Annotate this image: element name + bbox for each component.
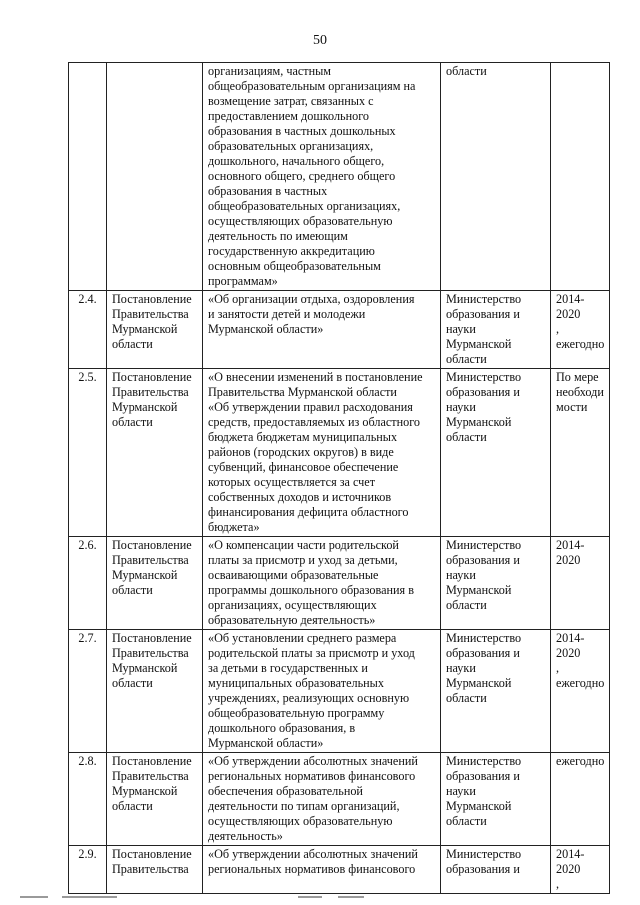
implementation-term: 2014-2020 , ежегодно xyxy=(551,630,610,753)
document-type: Постановление Правительства Мурманской области xyxy=(107,291,203,369)
responsible-executor: Министерство образования и xyxy=(441,846,551,894)
document-title: организациям, частным общеобразовательным организациям на возмещение затрат, связанных с предоставлением дошкольного образования в частных дошкольных образовательных организациях, дошкольного, начального общего, основного общего, среднего общего образования в частных общеобразовательных организациях, осуществляющих образовательную деятельность по имеющим государственную аккредитацию основным общеобразовательным программам» xyxy=(203,63,441,291)
responsible-executor: области xyxy=(441,63,551,291)
row-number: 2.8. xyxy=(69,753,107,846)
row-number xyxy=(69,63,107,291)
row-number: 2.4. xyxy=(69,291,107,369)
scan-mark xyxy=(62,896,117,898)
implementation-term: 2014-2020 , ежегодно xyxy=(551,291,610,369)
document-type: Постановление Правительства Мурманской области xyxy=(107,537,203,630)
responsible-executor: Министерство образования и науки Мурманской области xyxy=(441,537,551,630)
responsible-executor: Министерство образования и науки Мурманской области xyxy=(441,753,551,846)
table-row xyxy=(69,291,610,369)
document-type: Постановление Правительства Мурманской области xyxy=(107,630,203,753)
responsible-executor: Министерство образования и науки Мурманской области xyxy=(441,369,551,537)
document-title: «О компенсации части родительской платы за присмотр и уход за детьми, осваивающими образовательные программы дошкольного образования в организациях, осуществляющих образовательную деятельность» xyxy=(203,537,441,630)
document-type: Постановление Правительства xyxy=(107,846,203,894)
document-title: «Об организации отдыха, оздоровления и занятости детей и молодежи Мурманской области» xyxy=(203,291,441,369)
measures-table xyxy=(68,62,610,894)
implementation-term: ежегодно xyxy=(551,753,610,846)
table-row xyxy=(69,630,610,753)
implementation-term: 2014-2020 xyxy=(551,537,610,630)
document-title: «Об установлении среднего размера родительской платы за присмотр и уход за детьми в государственных и муниципальных образовательных учреждениях, реализующих основную общеобразовательную программу дошкольного образования, в Мурманской области» xyxy=(203,630,441,753)
responsible-executor: Министерство образования и науки Мурманской области xyxy=(441,291,551,369)
table-row xyxy=(69,369,610,537)
table-row xyxy=(69,537,610,630)
document-type xyxy=(107,63,203,291)
implementation-term xyxy=(551,63,610,291)
row-number: 2.9. xyxy=(69,846,107,894)
scan-mark xyxy=(298,896,322,898)
scan-mark xyxy=(20,896,48,898)
row-number: 2.7. xyxy=(69,630,107,753)
scan-mark xyxy=(338,896,364,898)
scan-footer-marks xyxy=(0,896,640,900)
implementation-term: 2014-2020 , xyxy=(551,846,610,894)
page-number: 50 xyxy=(313,33,327,48)
row-number: 2.6. xyxy=(69,537,107,630)
document-title: «Об утверждении абсолютных значений региональных нормативов финансового обеспечения образовательной деятельности по типам организаций, осуществляющих образовательную деятельность» xyxy=(203,753,441,846)
responsible-executor: Министерство образования и науки Мурманской области xyxy=(441,630,551,753)
implementation-term: По мере необходи мости xyxy=(551,369,610,537)
table-row xyxy=(69,63,610,291)
document-title: «О внесении изменений в постановление Правительства Мурманской области «Об утверждении правил расходования средств, предоставляемых из областного бюджета бюджетам муниципальных районов (городских округов) в виде субвенций, финансовое обеспечение которых осуществляется за счет собственных доходов и источников финансирования дефицита областного бюджета» xyxy=(203,369,441,537)
document-type: Постановление Правительства Мурманской области xyxy=(107,753,203,846)
document-type: Постановление Правительства Мурманской области xyxy=(107,369,203,537)
document-title: «Об утверждении абсолютных значений региональных нормативов финансового xyxy=(203,846,441,894)
table-row xyxy=(69,753,610,846)
row-number: 2.5. xyxy=(69,369,107,537)
table-row xyxy=(69,846,610,894)
